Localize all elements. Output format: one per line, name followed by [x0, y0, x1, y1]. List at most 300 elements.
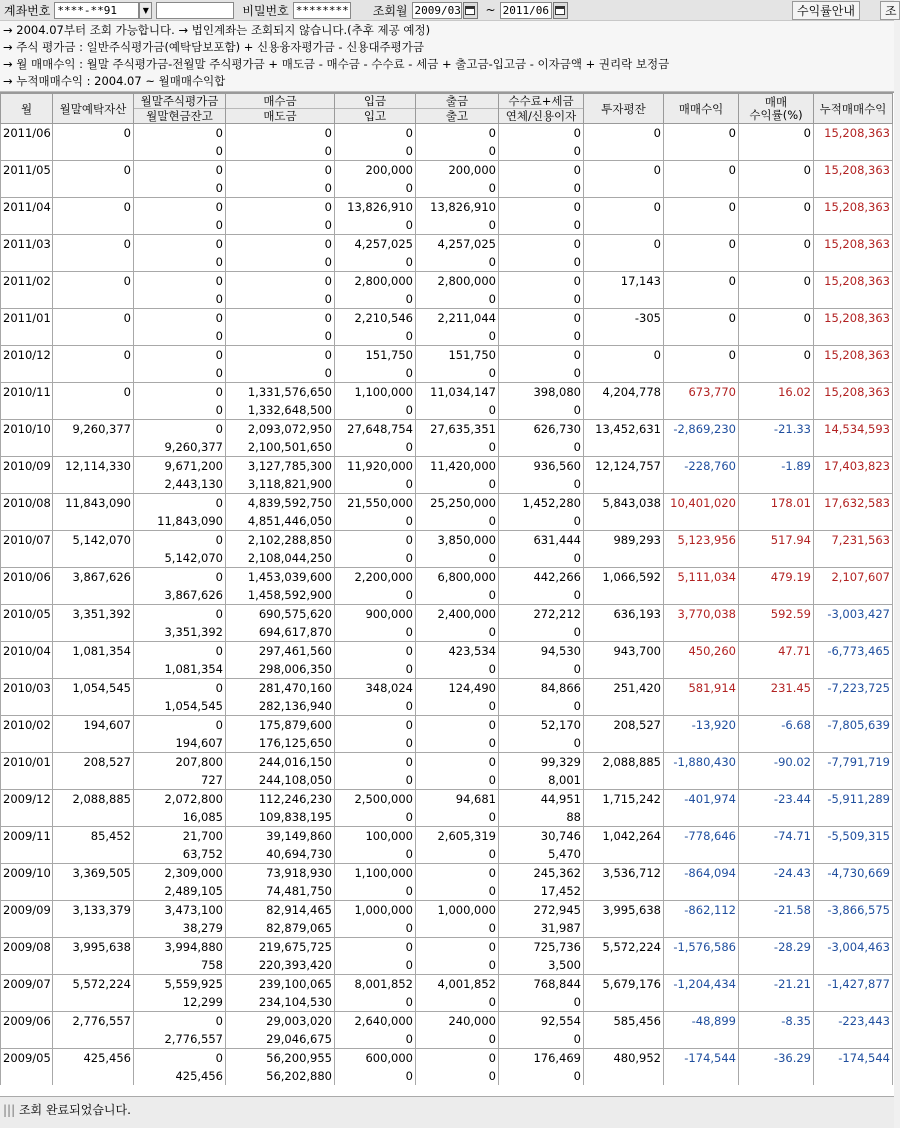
cell-out: 0 — [416, 697, 499, 716]
cell-profit: -13,920 — [664, 716, 739, 753]
cell-in: 0 — [335, 253, 416, 272]
cell-avg: 0 — [584, 346, 664, 383]
cell-deposit: 1,100,000 — [335, 864, 416, 883]
cell-out: 0 — [416, 660, 499, 679]
cell-sell: 0 — [226, 142, 335, 161]
calendar-icon[interactable] — [553, 2, 568, 19]
cell-in: 0 — [335, 734, 416, 753]
cell-rate: 0 — [739, 124, 814, 161]
cell-month: 2011/02 — [1, 272, 53, 309]
cell-sell: 0 — [226, 179, 335, 198]
cell-assets: 0 — [53, 235, 134, 272]
cell-month: 2010/12 — [1, 346, 53, 383]
cell-profit: -1,880,430 — [664, 753, 739, 790]
table-row[interactable] — [1, 383, 893, 402]
cell-interest: 0 — [499, 697, 584, 716]
cell-withdraw: 0 — [416, 753, 499, 772]
profit-table — [0, 93, 893, 1085]
cell-month: 2010/07 — [1, 531, 53, 568]
cell-cumulative: -5,911,289 — [814, 790, 893, 827]
cell-month: 2009/12 — [1, 790, 53, 827]
date-to-input[interactable]: 2011/06 — [500, 2, 552, 19]
cell-interest: 0 — [499, 475, 584, 494]
cell-in: 0 — [335, 771, 416, 790]
table-row[interactable] — [1, 272, 893, 291]
table-row[interactable] — [1, 161, 893, 180]
cell-sell: 1,332,648,500 — [226, 401, 335, 420]
cell-buy: 3,127,785,300 — [226, 457, 335, 476]
cell-fee: 99,329 — [499, 753, 584, 772]
cell-cash: 1,054,545 — [134, 697, 226, 716]
cell-buy: 2,093,072,950 — [226, 420, 335, 439]
cell-buy: 82,914,465 — [226, 901, 335, 920]
cell-interest: 8,001 — [499, 771, 584, 790]
cell-withdraw: 4,257,025 — [416, 235, 499, 254]
cell-sell: 282,136,940 — [226, 697, 335, 716]
cell-deposit: 600,000 — [335, 1049, 416, 1068]
cell-out: 0 — [416, 1067, 499, 1085]
cell-out: 0 — [416, 1030, 499, 1049]
cell-interest: 0 — [499, 993, 584, 1012]
cell-deposit: 348,024 — [335, 679, 416, 698]
cell-sell: 29,046,675 — [226, 1030, 335, 1049]
table-row[interactable] — [1, 568, 893, 587]
cell-profit: 0 — [664, 198, 739, 235]
cell-buy: 0 — [226, 309, 335, 328]
cell-fee: 84,866 — [499, 679, 584, 698]
cell-fee: 768,844 — [499, 975, 584, 994]
cell-interest: 0 — [499, 512, 584, 531]
cell-cumulative: -5,509,315 — [814, 827, 893, 864]
col-withdraw-out[interactable] — [416, 94, 499, 124]
cell-sell: 1,458,592,900 — [226, 586, 335, 605]
cell-buy: 239,100,065 — [226, 975, 335, 994]
cell-out: 0 — [416, 179, 499, 198]
cell-profit: 0 — [664, 235, 739, 272]
cell-cumulative: 15,208,363 — [814, 383, 893, 420]
cell-cumulative: -3,004,463 — [814, 938, 893, 975]
cell-rate: -21.58 — [739, 901, 814, 938]
cell-deposit: 2,500,000 — [335, 790, 416, 809]
cell-assets: 1,054,545 — [53, 679, 134, 716]
col-sell: 매도금 — [263, 108, 297, 123]
cell-cash: 0 — [134, 364, 226, 383]
cell-month: 2010/09 — [1, 457, 53, 494]
table-row[interactable] — [1, 790, 893, 809]
cell-withdraw: 151,750 — [416, 346, 499, 365]
cell-fee: 44,951 — [499, 790, 584, 809]
cell-fee: 272,212 — [499, 605, 584, 624]
cell-sell: 0 — [226, 216, 335, 235]
cell-out: 0 — [416, 512, 499, 531]
cell-assets: 0 — [53, 383, 134, 420]
cell-sell: 109,838,195 — [226, 808, 335, 827]
cell-profit: 10,401,020 — [664, 494, 739, 531]
cell-rate: 592.59 — [739, 605, 814, 642]
cell-interest: 0 — [499, 216, 584, 235]
cell-deposit: 8,001,852 — [335, 975, 416, 994]
col-fee-interest[interactable] — [499, 94, 584, 124]
col-rate[interactable]: 매매 수익률(%) — [739, 94, 814, 124]
cell-out: 0 — [416, 327, 499, 346]
cell-out: 0 — [416, 956, 499, 975]
table-row[interactable] — [1, 753, 893, 772]
cell-sell: 56,202,880 — [226, 1067, 335, 1085]
table-row[interactable] — [1, 864, 893, 883]
cell-assets: 194,607 — [53, 716, 134, 753]
col-interest: 연체/신용이자 — [505, 108, 577, 123]
cell-sell: 298,006,350 — [226, 660, 335, 679]
cell-fee: 725,736 — [499, 938, 584, 957]
col-stock-eval: 월말주식평가금 — [134, 94, 225, 109]
cell-rate: -24.43 — [739, 864, 814, 901]
cell-stock-eval: 0 — [134, 1049, 226, 1068]
table-row[interactable] — [1, 975, 893, 994]
cell-fee: 442,266 — [499, 568, 584, 587]
cell-in: 0 — [335, 1067, 416, 1085]
cell-cash: 9,260,377 — [134, 438, 226, 457]
cell-interest: 0 — [499, 142, 584, 161]
cell-month: 2010/10 — [1, 420, 53, 457]
cell-assets: 5,572,224 — [53, 975, 134, 1012]
cell-rate: 47.71 — [739, 642, 814, 679]
cell-interest: 0 — [499, 586, 584, 605]
col-avg[interactable]: 투자평잔 — [584, 94, 664, 124]
cell-profit: 673,770 — [664, 383, 739, 420]
cell-withdraw: 25,250,000 — [416, 494, 499, 513]
cell-cash: 727 — [134, 771, 226, 790]
cell-rate: -74.71 — [739, 827, 814, 864]
cell-out: 0 — [416, 771, 499, 790]
cell-profit: 0 — [664, 309, 739, 346]
cell-deposit: 1,100,000 — [335, 383, 416, 402]
cell-cumulative: 2,107,607 — [814, 568, 893, 605]
table-row[interactable] — [1, 346, 893, 365]
table-row[interactable] — [1, 716, 893, 735]
account-select[interactable]: ****-**91 — [54, 2, 139, 19]
cell-deposit: 2,640,000 — [335, 1012, 416, 1031]
cell-fee: 1,452,280 — [499, 494, 584, 513]
cell-out: 0 — [416, 142, 499, 161]
cell-assets: 0 — [53, 272, 134, 309]
col-buy-sell[interactable] — [226, 94, 335, 124]
cell-avg: 989,293 — [584, 531, 664, 568]
cell-fee: 631,444 — [499, 531, 584, 550]
cell-out: 0 — [416, 475, 499, 494]
cell-out: 0 — [416, 734, 499, 753]
cell-avg: 3,536,712 — [584, 864, 664, 901]
cell-buy: 0 — [226, 198, 335, 217]
note-line: → 누적매매수익 : 2004.07 ~ 월매매수익합 — [3, 74, 226, 88]
cell-deposit: 1,000,000 — [335, 901, 416, 920]
cell-cumulative: 7,231,563 — [814, 531, 893, 568]
cell-fee: 0 — [499, 235, 584, 254]
cell-avg: 943,700 — [584, 642, 664, 679]
col-profit[interactable]: 매매수익 — [664, 94, 739, 124]
col-fee: 수수료+세금 — [499, 94, 583, 109]
cell-fee: 936,560 — [499, 457, 584, 476]
cell-rate: -21.21 — [739, 975, 814, 1012]
cell-cash: 0 — [134, 253, 226, 272]
cell-avg: 3,995,638 — [584, 901, 664, 938]
cell-sell: 3,118,821,900 — [226, 475, 335, 494]
cell-month: 2009/08 — [1, 938, 53, 975]
query-button[interactable]: 조 — [880, 1, 900, 20]
cell-profit: -1,204,434 — [664, 975, 739, 1012]
cell-month: 2011/01 — [1, 309, 53, 346]
cell-avg: 13,452,631 — [584, 420, 664, 457]
table-row[interactable] — [1, 457, 893, 476]
cell-stock-eval: 0 — [134, 161, 226, 180]
cell-cash: 5,142,070 — [134, 549, 226, 568]
note-line: → 주식 평가금 : 일반주식평가금(예탁담보포함) + 신용융자평가금 - 신용대주평가금 — [3, 40, 424, 54]
date-from-input[interactable]: 2009/03 — [412, 2, 462, 19]
col-deposit-in[interactable] — [335, 94, 416, 124]
cell-assets: 2,088,885 — [53, 790, 134, 827]
cell-month: 2010/11 — [1, 383, 53, 420]
monthly-profit-grid[interactable] — [0, 92, 894, 1096]
cell-buy: 0 — [226, 235, 335, 254]
cell-interest: 0 — [499, 660, 584, 679]
table-row[interactable] — [1, 1049, 893, 1068]
cell-month: 2009/05 — [1, 1049, 53, 1086]
cell-withdraw: 200,000 — [416, 161, 499, 180]
cell-in: 0 — [335, 1030, 416, 1049]
cell-rate: 517.94 — [739, 531, 814, 568]
cell-cash: 2,443,130 — [134, 475, 226, 494]
cell-fee: 0 — [499, 272, 584, 291]
cell-rate: -1.89 — [739, 457, 814, 494]
cell-out: 0 — [416, 549, 499, 568]
cell-cash: 11,843,090 — [134, 512, 226, 531]
cell-cash: 12,299 — [134, 993, 226, 1012]
cell-cash: 0 — [134, 401, 226, 420]
cell-sell: 2,108,044,250 — [226, 549, 335, 568]
cell-avg: 0 — [584, 235, 664, 272]
cell-buy: 244,016,150 — [226, 753, 335, 772]
cell-sell: 74,481,750 — [226, 882, 335, 901]
cell-buy: 1,453,039,600 — [226, 568, 335, 587]
cell-in: 0 — [335, 401, 416, 420]
cell-deposit: 200,000 — [335, 161, 416, 180]
cell-sell: 234,104,530 — [226, 993, 335, 1012]
table-row[interactable] — [1, 1012, 893, 1031]
cell-month: 2009/06 — [1, 1012, 53, 1049]
cell-month: 2011/06 — [1, 124, 53, 161]
cell-cash: 3,867,626 — [134, 586, 226, 605]
cell-withdraw: 27,635,351 — [416, 420, 499, 439]
table-row[interactable] — [1, 531, 893, 550]
table-row[interactable] — [1, 198, 893, 217]
cell-profit: 0 — [664, 124, 739, 161]
calendar-icon[interactable] — [463, 2, 478, 19]
table-row[interactable] — [1, 605, 893, 624]
col-withdraw: 출금 — [416, 94, 498, 109]
cell-profit: -401,974 — [664, 790, 739, 827]
cell-withdraw: 1,000,000 — [416, 901, 499, 920]
cell-avg: 2,088,885 — [584, 753, 664, 790]
account-name-field[interactable] — [156, 2, 234, 19]
cell-stock-eval: 3,473,100 — [134, 901, 226, 920]
cell-out: 0 — [416, 290, 499, 309]
info-notes — [0, 21, 894, 92]
cell-in: 0 — [335, 549, 416, 568]
col-month[interactable]: 월 — [1, 94, 53, 124]
cell-cash: 38,279 — [134, 919, 226, 938]
status-bar — [0, 1096, 894, 1128]
cell-assets: 0 — [53, 161, 134, 198]
cell-buy: 281,470,160 — [226, 679, 335, 698]
cell-deposit: 4,257,025 — [335, 235, 416, 254]
cell-withdraw: 0 — [416, 938, 499, 957]
cell-assets: 5,142,070 — [53, 531, 134, 568]
table-row[interactable] — [1, 827, 893, 846]
cell-sell: 220,393,420 — [226, 956, 335, 975]
cell-stock-eval: 0 — [134, 346, 226, 365]
cell-buy: 2,102,288,850 — [226, 531, 335, 550]
cell-withdraw: 240,000 — [416, 1012, 499, 1031]
cell-buy: 56,200,955 — [226, 1049, 335, 1068]
cell-cumulative: -174,544 — [814, 1049, 893, 1086]
col-assets[interactable]: 월말예탁자산 — [53, 94, 134, 124]
table-row[interactable] — [1, 901, 893, 920]
cell-assets: 3,369,505 — [53, 864, 134, 901]
cell-avg: 5,843,038 — [584, 494, 664, 531]
cell-withdraw: 4,001,852 — [416, 975, 499, 994]
cell-out: 0 — [416, 808, 499, 827]
cell-sell: 176,125,650 — [226, 734, 335, 753]
cell-rate: 16.02 — [739, 383, 814, 420]
cell-assets: 208,527 — [53, 753, 134, 790]
cell-interest: 3,500 — [499, 956, 584, 975]
table-row[interactable] — [1, 420, 893, 439]
col-stock-cash[interactable] — [134, 94, 226, 124]
cell-avg: 585,456 — [584, 1012, 664, 1049]
cell-month: 2009/11 — [1, 827, 53, 864]
table-row[interactable] — [1, 938, 893, 957]
cell-avg: 251,420 — [584, 679, 664, 716]
table-row[interactable] — [1, 309, 893, 328]
cell-avg: 0 — [584, 161, 664, 198]
cell-profit: -778,646 — [664, 827, 739, 864]
password-field[interactable]: ******** — [293, 2, 351, 19]
cell-withdraw: 11,034,147 — [416, 383, 499, 402]
cell-deposit: 0 — [335, 531, 416, 550]
cell-deposit: 13,826,910 — [335, 198, 416, 217]
cell-withdraw: 2,800,000 — [416, 272, 499, 291]
cell-stock-eval: 2,072,800 — [134, 790, 226, 809]
cell-cash: 425,456 — [134, 1067, 226, 1085]
col-buy: 매수금 — [226, 94, 334, 109]
cell-cumulative: -223,443 — [814, 1012, 893, 1049]
cell-rate: 479.19 — [739, 568, 814, 605]
table-row[interactable] — [1, 124, 893, 143]
cell-stock-eval: 0 — [134, 531, 226, 550]
cell-cumulative: 15,208,363 — [814, 161, 893, 198]
cell-assets: 3,351,392 — [53, 605, 134, 642]
cell-avg: 1,066,592 — [584, 568, 664, 605]
cell-withdraw: 94,681 — [416, 790, 499, 809]
cell-assets: 3,867,626 — [53, 568, 134, 605]
cell-cumulative: 15,208,363 — [814, 272, 893, 309]
table-row[interactable] — [1, 642, 893, 661]
password-label: 비밀번호 — [242, 3, 289, 18]
cell-assets: 0 — [53, 124, 134, 161]
cell-rate: 0 — [739, 161, 814, 198]
cell-buy: 1,331,576,650 — [226, 383, 335, 402]
cell-buy: 29,003,020 — [226, 1012, 335, 1031]
cell-in: 0 — [335, 586, 416, 605]
cell-rate: 0 — [739, 272, 814, 309]
cell-profit: 581,914 — [664, 679, 739, 716]
cell-deposit: 11,920,000 — [335, 457, 416, 476]
cell-rate: -8.35 — [739, 1012, 814, 1049]
cell-in: 0 — [335, 179, 416, 198]
cell-profit: -174,544 — [664, 1049, 739, 1086]
table-row[interactable] — [1, 235, 893, 254]
cell-profit: -2,869,230 — [664, 420, 739, 457]
note-line: → 2004.07부터 조회 가능합니다. → 법인계좌는 조회되지 않습니다.(추후 제공 예정) — [3, 23, 431, 37]
cell-avg: 636,193 — [584, 605, 664, 642]
cell-profit: -1,576,586 — [664, 938, 739, 975]
cell-interest: 31,987 — [499, 919, 584, 938]
cell-fee: 245,362 — [499, 864, 584, 883]
cell-profit: 450,260 — [664, 642, 739, 679]
cell-deposit: 0 — [335, 938, 416, 957]
dropdown-arrow-icon[interactable]: ▼ — [139, 2, 152, 19]
cell-cash: 194,607 — [134, 734, 226, 753]
col-out: 출고 — [445, 108, 469, 123]
cell-avg: 480,952 — [584, 1049, 664, 1086]
cell-avg: 1,715,242 — [584, 790, 664, 827]
cell-profit: 5,111,034 — [664, 568, 739, 605]
cell-withdraw: 0 — [416, 124, 499, 143]
cell-month: 2010/01 — [1, 753, 53, 790]
cell-month: 2009/10 — [1, 864, 53, 901]
cell-interest: 0 — [499, 327, 584, 346]
cell-buy: 219,675,725 — [226, 938, 335, 957]
cell-cumulative: 17,403,823 — [814, 457, 893, 494]
cell-withdraw: 6,800,000 — [416, 568, 499, 587]
cell-assets: 425,456 — [53, 1049, 134, 1086]
cell-month: 2010/02 — [1, 716, 53, 753]
cell-in: 0 — [335, 438, 416, 457]
note-line: → 월 매매수익 : 월말 주식평가금-전월말 주식평가금 + 매도금 - 매수금 - 수수료 - 세금 + 출고금-입고금 - 이자금액 + 권리락 보정금 — [3, 57, 670, 71]
cell-month: 2011/05 — [1, 161, 53, 198]
cell-rate: -28.29 — [739, 938, 814, 975]
yield-guide-button[interactable]: 수익률안내 — [792, 1, 860, 20]
cell-withdraw: 0 — [416, 1049, 499, 1068]
table-row[interactable] — [1, 494, 893, 513]
cell-fee: 92,554 — [499, 1012, 584, 1031]
cell-fee: 398,080 — [499, 383, 584, 402]
cell-sell: 82,879,065 — [226, 919, 335, 938]
cell-profit: -228,760 — [664, 457, 739, 494]
table-row[interactable] — [1, 679, 893, 698]
cell-out: 0 — [416, 401, 499, 420]
cell-avg: 17,143 — [584, 272, 664, 309]
cell-fee: 52,170 — [499, 716, 584, 735]
cell-cumulative: -7,791,719 — [814, 753, 893, 790]
cell-interest: 5,470 — [499, 845, 584, 864]
cell-cash: 2,489,105 — [134, 882, 226, 901]
col-cumulative[interactable]: 누적매매수익 — [814, 94, 893, 124]
cell-assets: 0 — [53, 346, 134, 383]
cell-sell: 694,617,870 — [226, 623, 335, 642]
cell-withdraw: 423,534 — [416, 642, 499, 661]
cell-buy: 0 — [226, 161, 335, 180]
account-label: 계좌번호 — [4, 3, 51, 18]
